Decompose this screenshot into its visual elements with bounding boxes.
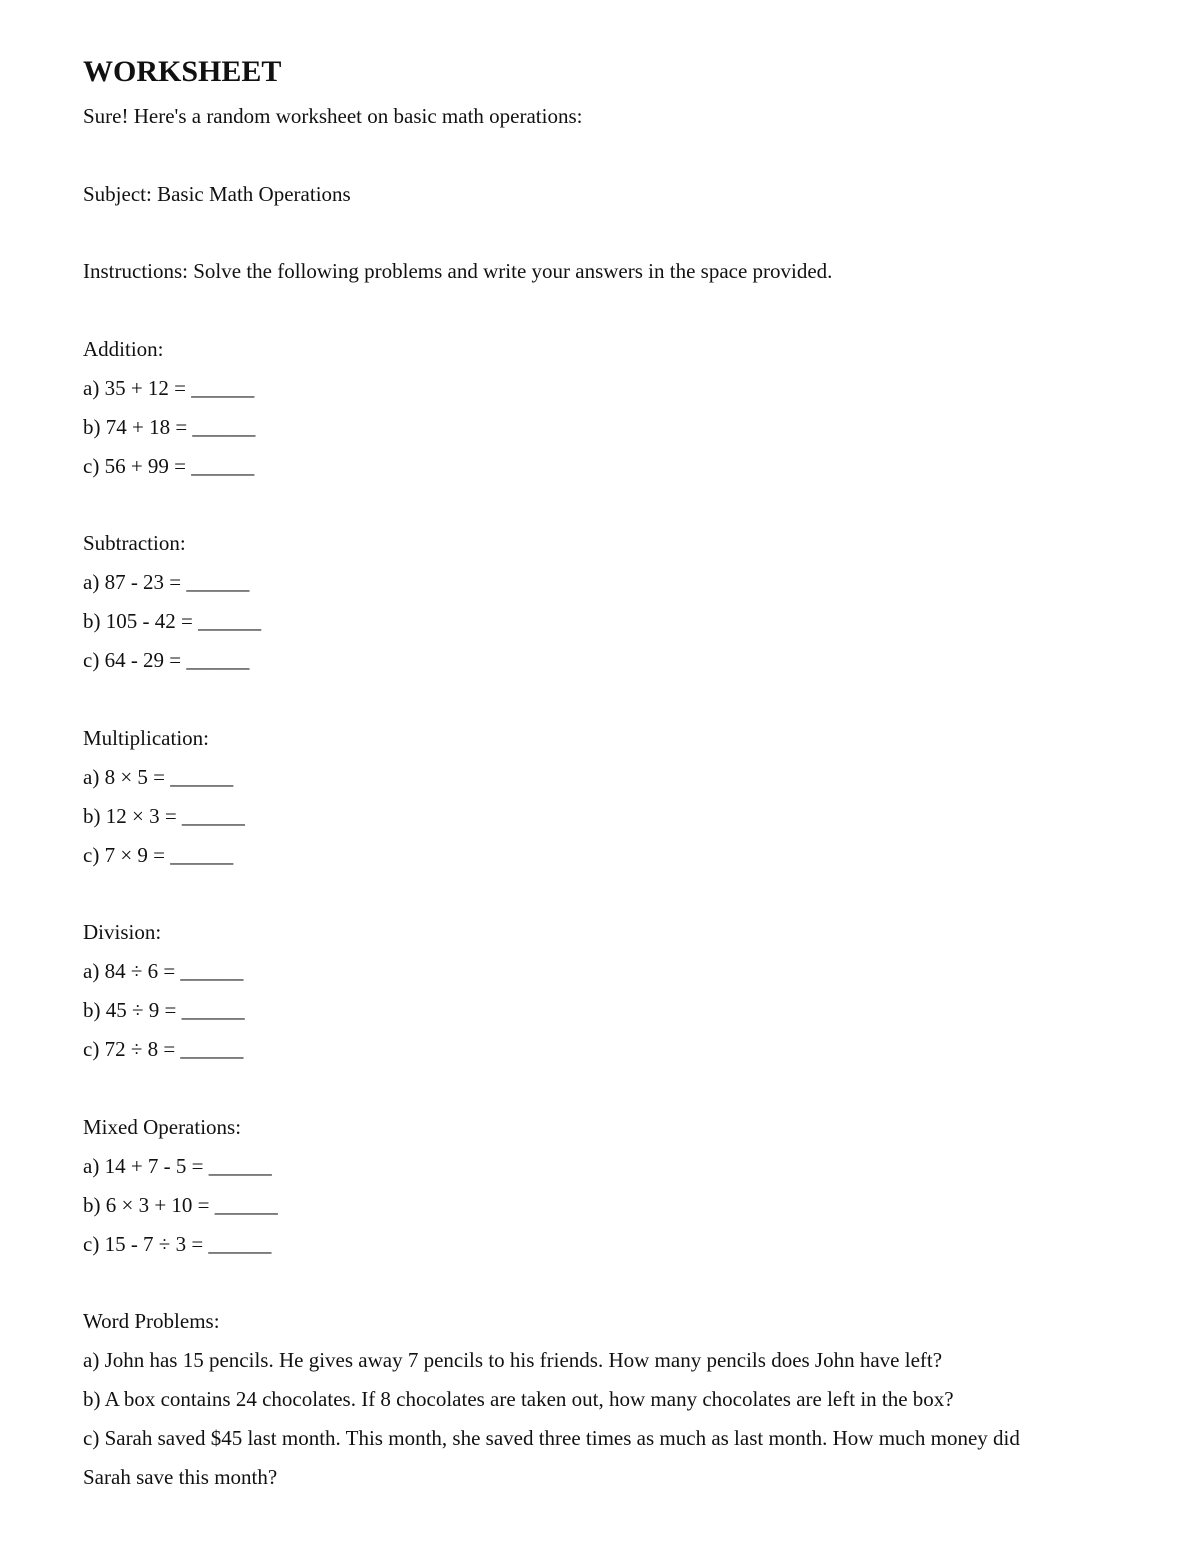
problem-item: c) 7 × 9 = ______ [83,843,234,867]
word-problem-item-continuation: Sarah save this month? [83,1465,278,1489]
problem-item: c) 64 - 29 = ______ [83,648,250,672]
word-problem-item: b) A box contains 24 chocolates. If 8 chocolates are taken out, how many chocolates are left in the box? [83,1387,954,1411]
problem-item: a) 14 + 7 - 5 = ______ [83,1154,272,1178]
section-heading-division: Division: [83,920,162,944]
problem-item: b) 45 ÷ 9 = ______ [83,998,245,1022]
section-heading-subtraction: Subtraction: [83,531,186,555]
subject-line: Subject: Basic Math Operations [83,182,351,206]
intro-text: Sure! Here's a random worksheet on basic math operations: [83,104,583,128]
word-problem-item: a) John has 15 pencils. He gives away 7 pencils to his friends. How many pencils does John have left? [83,1348,943,1372]
problem-item: c) 56 + 99 = ______ [83,454,255,478]
problem-item: c) 72 ÷ 8 = ______ [83,1037,244,1061]
problem-item: a) 35 + 12 = ______ [83,376,255,400]
problem-item: a) 87 - 23 = ______ [83,570,250,594]
instructions-line: Instructions: Solve the following problems and write your answers in the space provided. [83,259,833,283]
section-heading-multiplication: Multiplication: [83,726,209,750]
problem-item: b) 105 - 42 = ______ [83,609,262,633]
problem-item: a) 84 ÷ 6 = ______ [83,959,244,983]
problem-item: b) 74 + 18 = ______ [83,415,256,439]
problem-item: c) 15 - 7 ÷ 3 = ______ [83,1232,272,1256]
problem-item: a) 8 × 5 = ______ [83,765,234,789]
problem-item: b) 6 × 3 + 10 = ______ [83,1193,278,1217]
problem-item: b) 12 × 3 = ______ [83,804,245,828]
section-heading-mixed-operations: Mixed Operations: [83,1115,242,1139]
section-heading-addition: Addition: [83,337,164,361]
word-problem-item: c) Sarah saved $45 last month. This month, she saved three times as much as last month. How much money did [83,1426,1020,1450]
section-heading-word-problems: Word Problems: [83,1309,220,1333]
page-title: WORKSHEET [83,55,282,88]
